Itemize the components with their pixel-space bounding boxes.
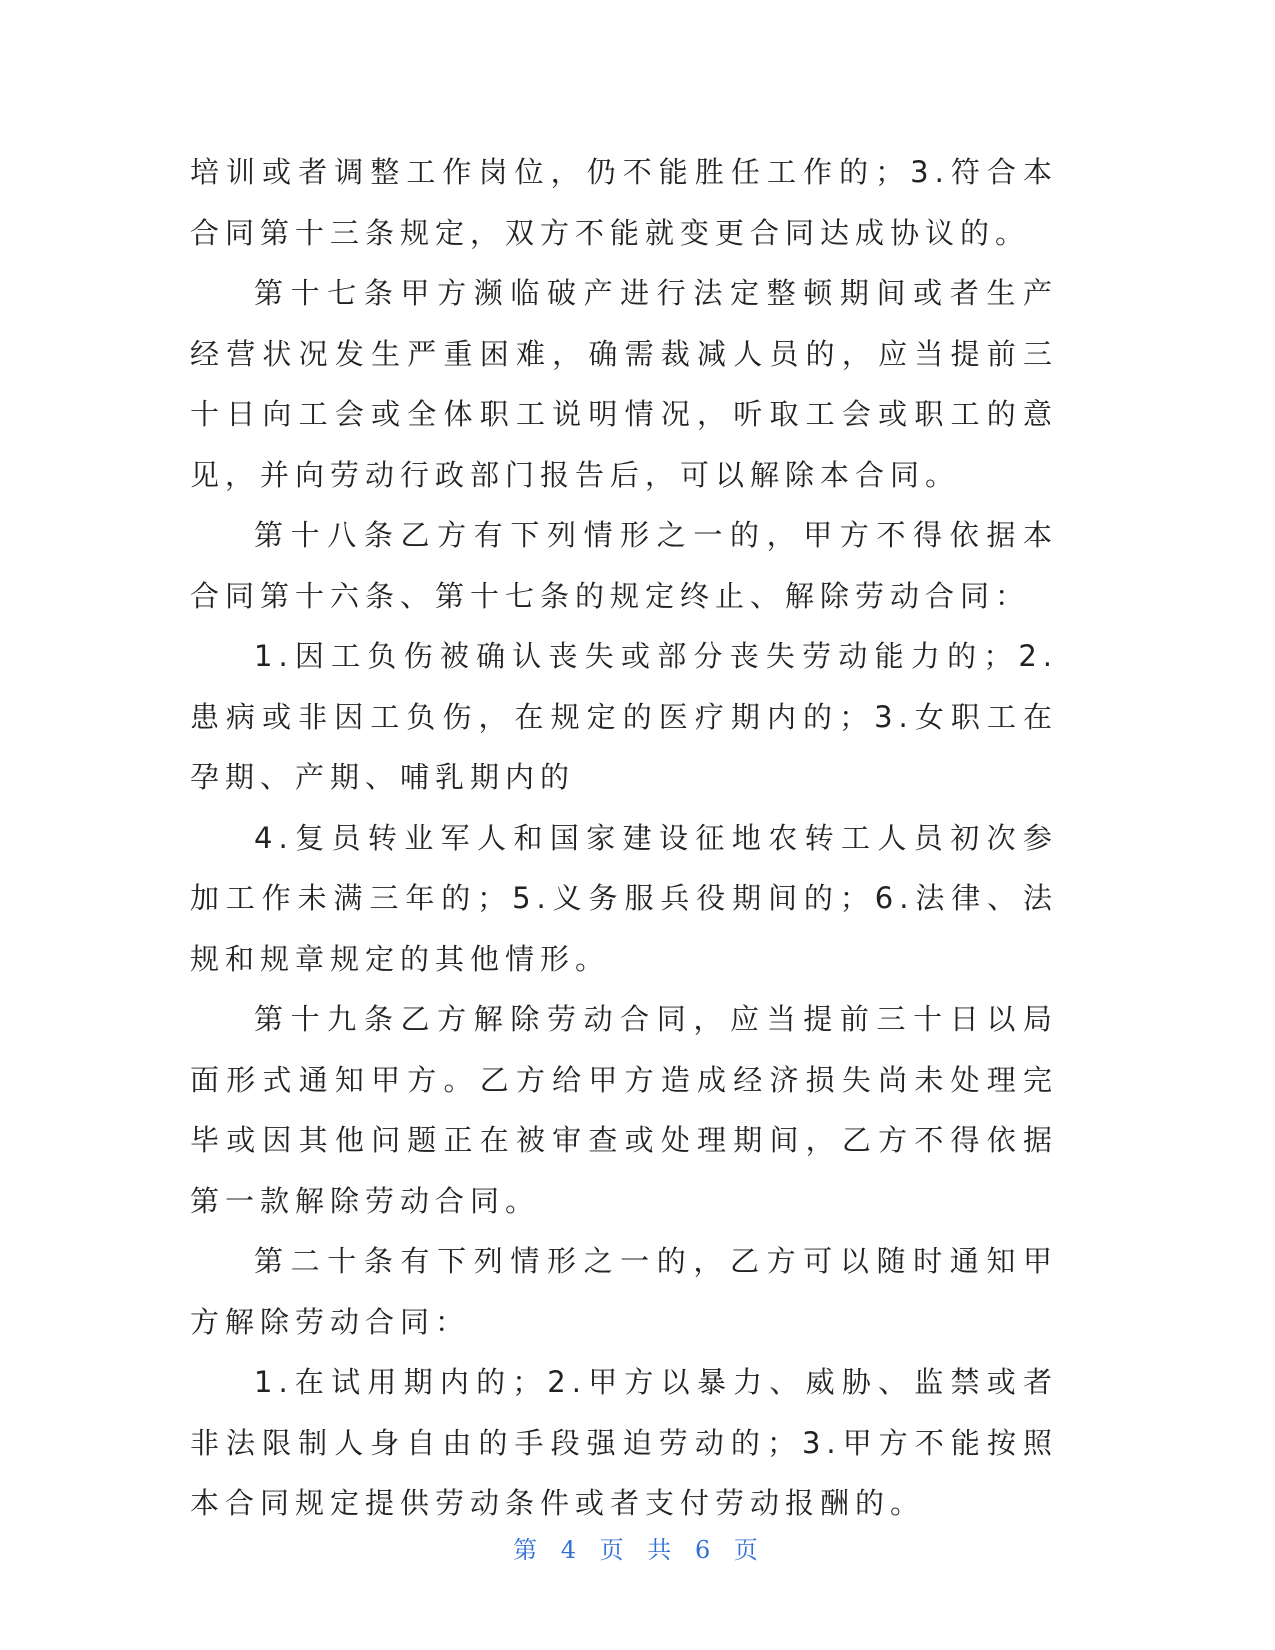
paragraph-article-20: 第二十条有下列情形之一的，乙方可以随时通知甲方解除劳动合同： [190,1244,1058,1339]
page-number-footer: 第 4 页 共 6 页 [513,1536,762,1564]
paragraph-article-18-items-4-6: 4.复员转业军人和国家建设征地农转工人员初次参加工作未满三年的；5.义务服兵役期间的；6.法律、法规和规章规定的其他情形。 [190,820,1058,976]
paragraph-article-19: 第十九条乙方解除劳动合同，应当提前三十日以局面形式通知甲方。乙方给甲方造成经济损失尚未处理完毕或因其他问题正在被审查或处理期间，乙方不得依据第一款解除劳动合同。 [190,1002,1058,1218]
paragraph-article-18: 第十八条乙方有下列情形之一的，甲方不得依据本合同第十六条、第十七条的规定终止、解除劳动合同： [190,518,1058,613]
document-body [190,142,1058,1534]
paragraph-article-18-items-1-3: 1.因工负伤被确认丧失或部分丧失劳动能力的；2.患病或非因工负伤，在规定的医疗期内的；3.女职工在孕期、产期、哺乳期内的 [190,639,1058,794]
paragraph-article-17: 第十七条甲方濒临破产进行法定整顿期间或者生产经营状况发生严重困难，确需裁减人员的，应当提前三十日向工会或全体职工说明情况，听取工会或职工的意见，并向劳动行政部门报告后，可以解除本合同。 [190,276,1058,492]
paragraph-1: 培训或者调整工作岗位，仍不能胜任工作的；3.符合本合同第十三条规定，双方不能就变更合同达成协议的。 [190,155,1058,250]
paragraph-article-20-items: 1.在试用期内的；2.甲方以暴力、威胁、监禁或者非法限制人身自由的手段强迫劳动的；3.甲方不能按照本合同规定提供劳动条件或者支付劳动报酬的。 [190,1365,1058,1520]
